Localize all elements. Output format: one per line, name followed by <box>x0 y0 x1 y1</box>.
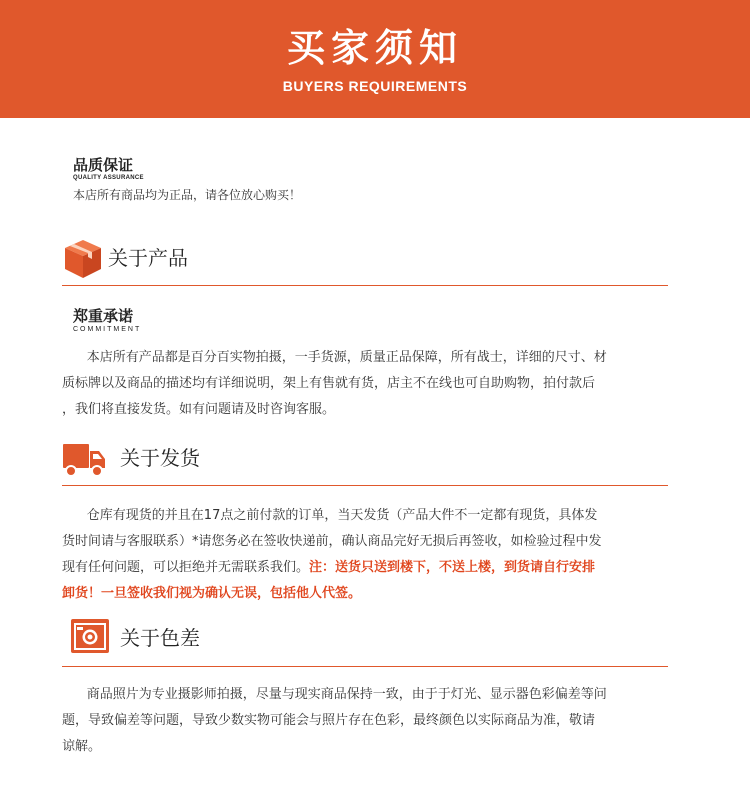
camera-icon <box>70 618 110 654</box>
quality-text: 本店所有商品均为正品，请各位放心购买！ <box>73 188 302 202</box>
section-product-header <box>62 238 668 280</box>
warning-text: 注：送货只送到楼下，不送上楼，到货请自行安排 <box>309 560 596 575</box>
section-shipping-title: 关于发货 <box>120 446 200 470</box>
text-line: 谅解。 <box>62 739 102 754</box>
page-title: 买家须知 <box>286 26 463 70</box>
text-line <box>62 555 666 581</box>
text-line: ，我们将直接发货。如有问题请及时咨询客服。 <box>62 402 336 417</box>
divider <box>62 485 668 486</box>
section-color-title: 关于色差 <box>120 626 200 650</box>
divider <box>62 666 668 667</box>
commitment-title: 郑重承诺 <box>73 307 134 325</box>
color-text <box>62 682 666 760</box>
text-line: 质标牌以及商品的描述均有详细说明，架上有售就有货，店主不在线也可自助购物，拍付款后 <box>62 376 596 391</box>
text-line: 本店所有产品都是百分百实物拍摄，一手货源，质量正品保障，所有战士，详细的尺寸、材 <box>62 350 607 365</box>
section-color-header <box>62 618 668 660</box>
quality-subtitle: QUALITY ASSURANCE <box>73 175 144 181</box>
truck-icon <box>62 438 106 480</box>
text-line: 仓库有现货的并且在17点之前付款的订单，当天发货（产品大件不一定都有现货，具体发 <box>62 508 598 523</box>
text-line: 商品照片为专业摄影师拍摄，尽量与现实商品保持一致，由于于灯光、显示器色彩偏差等问 <box>62 687 607 702</box>
text-line: 货时间请与客服联系）*请您务必在签收快递前，确认商品完好无损后再签收，如检验过程中发 <box>62 534 602 549</box>
text-line: 题，导致偏差等问题，导致少数实物可能会与照片存在色彩，最终颜色以实际商品为准，敬请 <box>62 713 596 728</box>
section-product-title: 关于产品 <box>108 246 188 270</box>
box-icon <box>62 238 104 280</box>
commitment-text <box>62 345 666 423</box>
section-shipping-header <box>62 438 668 480</box>
shipping-text <box>62 503 666 607</box>
text-segment: 现有任何问题，可以拒绝并无需联系我们。 <box>62 560 310 575</box>
warning-text: 卸货！一旦签收我们视为确认无误，包括他人代签。 <box>62 586 362 601</box>
page-subtitle: BUYERS REQUIREMENTS <box>282 78 468 94</box>
quality-title: 品质保证 <box>73 156 134 174</box>
commitment-subtitle: COMMITMENT <box>73 326 142 333</box>
header-banner <box>0 0 750 118</box>
divider <box>62 285 668 286</box>
